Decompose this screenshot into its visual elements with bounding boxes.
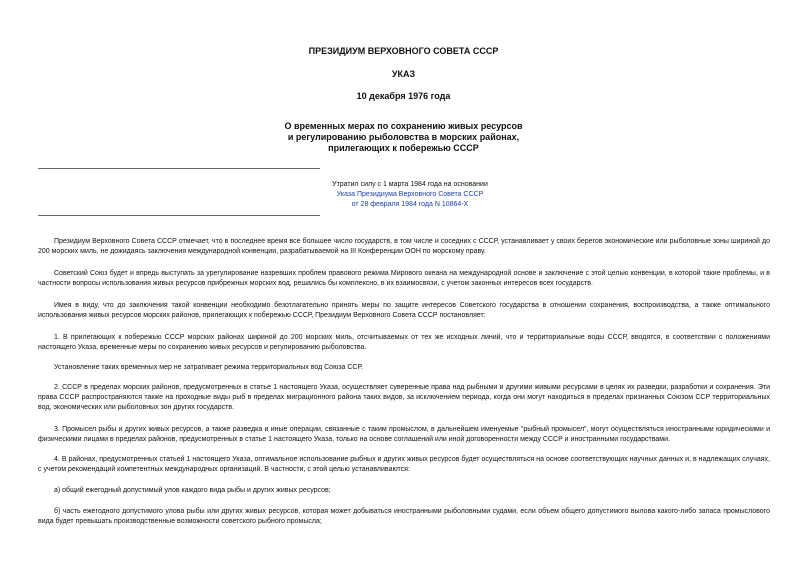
repeal-decree-link-line-2[interactable]: от 28 февраля 1984 года N 10864-X <box>351 201 469 208</box>
paragraph-article-1: 1. В прилегающих к побережью СССР морских районах шириной до 200 морских миль, отсчитываемых от тех же исходных линий, что и территориальные воды СССР, вводятся, в соответствии с положениями настоящего Указа, временные меры по сохранению живых ресурсов и регулированию рыболовства. <box>38 334 770 351</box>
paragraph-article-4-a: а) общий ежегодный допустимый улов каждого вида рыбы и других живых ресурсов; <box>54 487 331 494</box>
paragraph-article-4: 4. В районах, предусмотренных статьей 1 настоящего Указа, оптимальное использование рыбных и других живых ресурсов будет осуществляться на основе соответствующих научных данных и, в надлежащих случаях, с учетом рекомендаций компетентных международных организаций. В частности, с этой целью устанавливаются: <box>38 456 770 473</box>
paragraph-preamble-2: Советский Союз будет и впредь выступать за урегулирование назревших проблем правового режима Мирового океана на международной основе и заключение с этой целью конвенции, в которой такие проблемы, и в частности вопросы использования живых ресурсов прибрежных морских вод, решались бы комплексно, в их взаимосвязи, с учетом законных интересов всех государств. <box>38 270 770 287</box>
document-title-line-1: О временных мерах по сохранению живых ресурсов <box>284 121 523 131</box>
issuing-authority: ПРЕЗИДИУМ ВЕРХОВНОГО СОВЕТА СССР <box>308 46 499 56</box>
paragraph-article-2: 2. СССР в пределах морских районов, предусмотренных в статье 1 настоящего Указа, осуществляет суверенные права над рыбными и другими живыми ресурсами в целях их разведки, разработки и сохранения. Эти права СССР распространяются также на проходные виды рыб в пределах миграционного района таких видов, за исключением периода, когда они могут находиться в пределах признанных Союзом ССР территориальных вод, экономических или рыболовных зон других государств. <box>38 384 770 411</box>
document-title-line-2: и регулированию рыболовства в морских районах, <box>287 132 520 142</box>
divider-bottom <box>38 215 320 216</box>
repeal-decree-link[interactable] <box>320 190 500 210</box>
paragraph-article-3: 3. Промысел рыбы и других живых ресурсов, а также разведка и иные операции, связанные с таким промыслом, в дальнейшем именуемые "рыбный промысел", могут осуществляться иностранными юридическими и физическими лицами в пределах районов, предусмотренных в статье 1 настоящего Указа, только на основе соглашений или иной договоренности между СССР и иностранными государствами. <box>38 426 770 443</box>
repeal-decree-link-line-1[interactable]: Указа Президиума Верховного Совета СССР <box>336 191 484 198</box>
repeal-note <box>320 180 500 210</box>
paragraph-preamble-3: Имея в виду, что до заключения такой конвенции необходимо безотлагательно принять меры по защите интересов Советского государства в отношении сохранения, воспроизводства, а также оптимального использования живых ресурсов морских районов, прилегающих к побережью СССР, Президиум Верховного Совета СССР постановляет: <box>38 302 770 319</box>
paragraph-article-4-b: б) часть ежегодного допустимого улова рыбы или других живых ресурсов, которая может добываться иностранными рыболовными судами, если объем общего допустимого вылова какого-либо запаса промыслового вида будет превышать производственные возможности советского рыбного промысла; <box>38 508 770 525</box>
document-title-line-3: прилегающих к побережью СССР <box>328 143 479 153</box>
document-type: УКАЗ <box>391 69 416 79</box>
paragraph-preamble-1: Президиум Верховного Совета СССР отмечает, что в последнее время все большее число государств, в том числе и соседних с СССР, устанавливает у своих берегов экономические или рыболовные зоны шириной до 200 морских миль, не дожидаясь заключения международной конвенции, разрабатываемой на III Конференции ООН по морскому праву. <box>38 238 770 255</box>
repeal-note-text: Утратил силу с 1 марта 1984 года на основании <box>332 181 488 188</box>
document-date: 10 декабря 1976 года <box>356 91 451 101</box>
divider-top <box>38 168 320 169</box>
paragraph-article-1-note: Установление таких временных мер не затрагивает режима территориальных вод Союза ССР. <box>54 364 363 371</box>
